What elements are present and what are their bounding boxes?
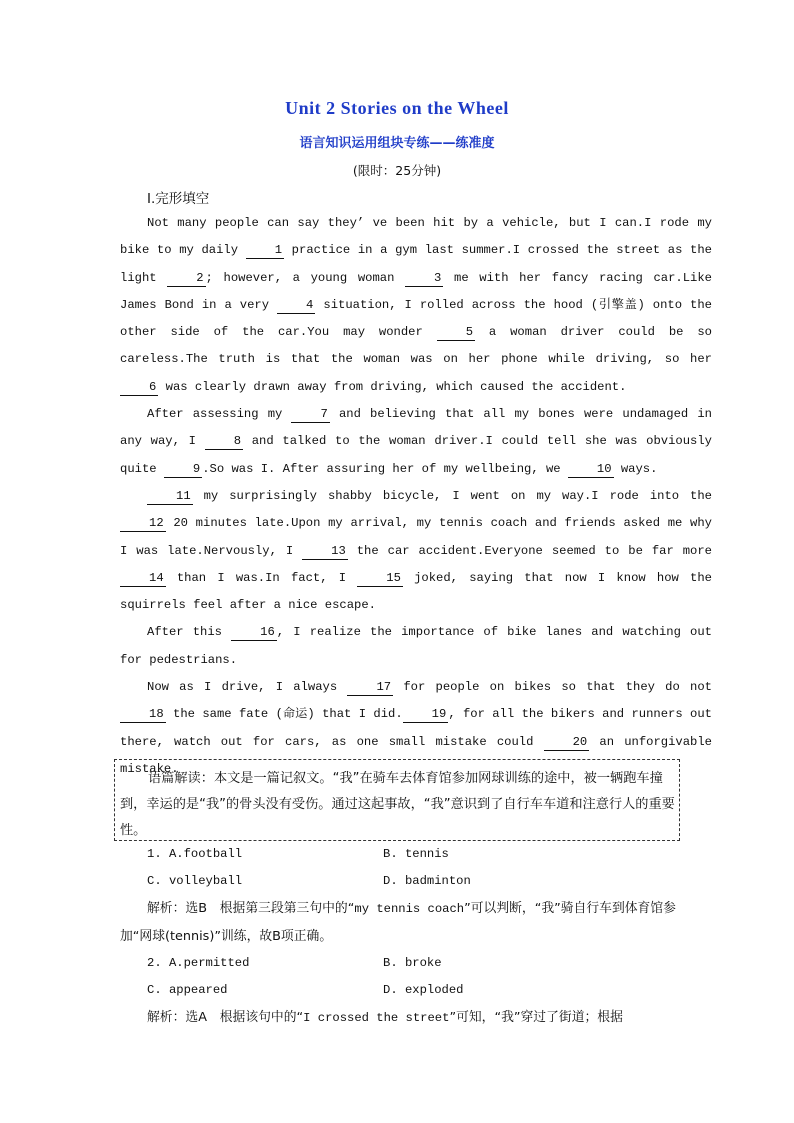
blank-16: 16 [231, 624, 277, 641]
passage-text: me with her fancy racing car.Like James Bond in a very [120, 270, 712, 312]
analysis-text: ”可以判断，“我”骑自行车到体育馆参加“网球(tennis)”训练，故B项正确。 [120, 901, 676, 944]
passage-text: , I realize the importance of bike lanes and watching out for pedestrians. [120, 625, 712, 667]
blank-20: 20 [544, 734, 590, 751]
analysis-quote: I crossed the street [303, 1011, 450, 1025]
passage-text: an unforgivable mistake. [120, 734, 712, 776]
unit-title: Unit 2 Stories on the Wheel [285, 98, 509, 118]
blank-8: 8 [205, 433, 243, 450]
passage-text: Not many people can say they’ ve been hit by a vehicle, but I can.I rode my bike to my daily [120, 216, 712, 258]
blank-17: 17 [347, 679, 393, 696]
analysis-text: 本文是一篇记叙文。“我”在骑车去体育馆参加网球训练的途中，被一辆跑车撞到，幸运的是“我”的骨头没有受伤。通过这起事故，“我”意识到了自行车车道和注意行人的重要性。 [120, 771, 675, 838]
paragraph-3 [120, 483, 712, 619]
analysis-quote: my tennis coach [354, 902, 465, 916]
paragraph-1 [120, 210, 712, 401]
blank-15: 15 [357, 570, 403, 587]
blank-4: 4 [277, 297, 315, 314]
blank-10: 10 [568, 461, 614, 478]
passage-text: practice in a gym last summer.I crossed the street as the light [120, 243, 712, 285]
analysis-label: 语篇解读： [148, 771, 214, 786]
passage-text: After assessing my [147, 407, 292, 422]
blank-9: 9 [164, 461, 202, 478]
passage-text: joked, saying that now I know how the squirrels feel after a nice escape. [120, 570, 712, 613]
option-a: 1. A.football [147, 847, 243, 861]
passage-text: After this [147, 625, 232, 640]
blank-1: 1 [246, 242, 284, 259]
question-2-analysis [120, 1004, 700, 1032]
option-a: 2. A.permitted [147, 956, 250, 970]
passage-text: and talked to the woman driver.I could tell she was obviously quite [120, 434, 712, 476]
blank-19: 19 [403, 706, 449, 723]
passage-text: ways. [613, 461, 658, 476]
section-label: Ⅰ.完形填空 [147, 191, 210, 207]
question-1-analysis [120, 895, 700, 950]
passage-text: for people on bikes so that they do not [393, 680, 712, 695]
blank-18: 18 [120, 706, 166, 723]
blank-3: 3 [405, 270, 443, 287]
passage-text: a woman driver could be so careless.The truth is that the woman was on her phone while driving, so her [120, 325, 712, 367]
option-b: B. broke [383, 956, 442, 970]
time-limit: (限时：25分钟) [352, 163, 442, 178]
passage-text: the car accident.Everyone seemed to be far more [347, 543, 712, 558]
blank-7: 7 [291, 406, 329, 423]
option-b: B. tennis [383, 847, 449, 861]
exercise-subtitle: 语言知识运用组块专练——练准度 [299, 136, 495, 151]
analysis-text: 解析：选B 根据第三段第三句中的“ [147, 901, 355, 916]
passage-text: my surprisingly shabby bicycle, I went on my way.I rode into the [192, 488, 712, 503]
passage-text: , for all the bikers and runners out there, watch out for cars, as one small mistake could [120, 707, 712, 749]
paragraph-4 [120, 619, 712, 674]
passage-text: .So was I. After assuring her of my wellbeing, we [202, 461, 568, 476]
passage-text: Now as I drive, I always [147, 680, 348, 695]
passage-text: ; however, a young woman [205, 270, 406, 285]
option-c: C. volleyball [147, 874, 243, 888]
passage-text: 20 minutes late.Upon my arrival, my tennis coach and friends asked me why I was late.Nervously, I [120, 516, 712, 558]
blank-2: 2 [167, 270, 205, 287]
passage-text: than I was.In fact, I [165, 570, 358, 585]
cloze-passage [120, 210, 712, 783]
passage-analysis-box [114, 759, 680, 841]
analysis-text: 解析：选A 根据该句中的“ [147, 1010, 304, 1025]
blank-12: 12 [120, 515, 166, 532]
option-d: D. exploded [383, 983, 464, 997]
blank-13: 13 [302, 543, 348, 560]
analysis-text: ”可知，“我”穿过了街道；根据 [449, 1010, 623, 1025]
blank-11: 11 [147, 488, 193, 505]
blank-6: 6 [120, 379, 158, 396]
paragraph-2 [120, 401, 712, 483]
passage-text: was clearly drawn away from driving, which caused the accident. [158, 379, 627, 394]
passage-text: and believing that all my bones were undamaged in any way, I [120, 407, 712, 449]
blank-5: 5 [437, 324, 475, 341]
passage-text: the same fate (命运) that I did. [165, 707, 403, 722]
option-c: C. appeared [147, 983, 228, 997]
option-d: D. badminton [383, 874, 471, 888]
passage-text: situation, I rolled across the hood (引擎盖) onto the other side of the car.You may wonder [120, 297, 712, 340]
blank-14: 14 [120, 570, 166, 587]
